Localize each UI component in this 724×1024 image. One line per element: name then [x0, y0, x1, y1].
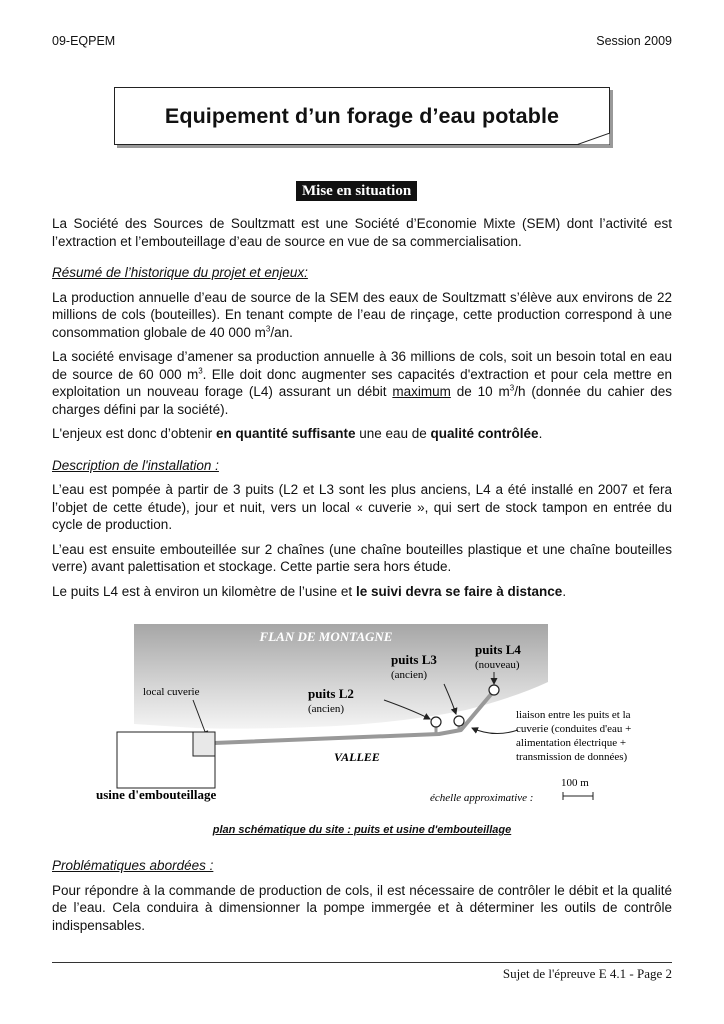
- well-l3-sub: (ancien): [391, 669, 428, 681]
- site-diagram: [86, 622, 686, 817]
- well-l4-label: puits L4: [475, 642, 521, 657]
- installation-paragraph-3: Le puits L4 est à environ un kilomètre de l’usine et le suivi devra se faire à distance.: [52, 583, 567, 599]
- installation-paragraph-2: L’eau est ensuite embouteillée sur 2 chaînes (une chaîne bouteilles plastique et une chaîne bouteilles verre) avant palettisation et stockage. Cette partie sera hors étude.: [52, 541, 672, 574]
- usine-label: usine d'embouteillage: [96, 787, 217, 802]
- mountain-label: FLAN DE MONTAGNE: [259, 629, 393, 644]
- exam-code: 09-EQPEM: [52, 34, 116, 48]
- intro-paragraph: La Société des Sources de Soultzmatt est une Société d’Economie Mixte (SEM) dont l’activité est l’extraction et l’embouteillage d’eau de source en vue de sa commercialisation.: [52, 216, 672, 249]
- well-l2-marker: [431, 717, 441, 727]
- history-paragraph-3: L'enjeux est donc d’obtenir en quantité suffisante une eau de qualité contrôlée.: [52, 426, 543, 441]
- well-l4-marker: [489, 685, 499, 695]
- section-tag: Mise en situation: [296, 181, 417, 201]
- liaison-line-3: alimentation électrique +: [516, 737, 627, 749]
- liaison-line-4: transmission de données): [516, 751, 628, 763]
- installation-paragraph-1: L’eau est pompée à partir de 3 puits (L2 et L3 sont les plus anciens, L4 a été installé en 2007 et fera l’objet de cette étude), jour et nuit, vers un local « cuverie », qui sert de stock tampon en entrée du cycle de production.: [52, 482, 672, 532]
- scale-value: 100 m: [561, 777, 589, 789]
- page-title: Equipement d’un forage d’eau potable: [164, 103, 560, 128]
- valley-label: VALLEE: [334, 750, 380, 764]
- well-l4-sub: (nouveau): [475, 659, 520, 671]
- cuverie-label: local cuverie: [143, 686, 200, 698]
- problematiques-section: [52, 857, 672, 942]
- cuverie-building: [193, 732, 215, 756]
- well-l3-label: puits L3: [391, 652, 437, 667]
- well-l2-label: puits L2: [308, 686, 354, 701]
- well-l3-marker: [454, 716, 464, 726]
- liaison-line-2: cuverie (conduites d'eau +: [516, 723, 632, 735]
- footer-divider: [52, 962, 672, 963]
- liaison-line-1: liaison entre les puits et la: [516, 709, 631, 721]
- well-l2-sub: (ancien): [308, 703, 345, 715]
- scale-bar: [563, 792, 593, 800]
- history-heading: Résumé de l’historique du projet et enjeux:: [52, 265, 308, 280]
- session-label: Session 2009: [596, 34, 672, 48]
- installation-heading: Description de l'installation :: [52, 457, 219, 473]
- problematiques-heading: Problématiques abordées :: [52, 858, 214, 873]
- history-paragraph-1: La production annuelle d’eau de source de la SEM des eaux de Soultzmatt s’élève aux environs de 22 millions de cols (bouteilles). En tenant compte de l’eau de rinçage, cette production correspond à une consommation globale de 40 000 $m^3/an$.: [52, 289, 672, 340]
- problematiques-paragraph: Pour répondre à la commande de production de cols, il est nécessaire de contrôler le débit et la qualité de l’eau. Cela conduira à dimensionner la pompe immergée et à déterminer les outils de contrôle indispensables.: [52, 882, 672, 933]
- scale-label: échelle approximative :: [430, 792, 534, 804]
- diagram-caption: plan schématique du site : puits et usine d'embouteillage: [212, 824, 512, 836]
- page-fold-icon: [576, 133, 610, 145]
- title-box: [114, 87, 610, 145]
- main-text: [52, 215, 672, 607]
- history-paragraph-2: La société envisage d’amener sa production annuelle à 36 millions de cols, soit un besoin total en eau de source de 60 000 $m^3$. Elle doit donc augmenter ses capacités d'extraction et pour cela mettre en exploitation un nouveau forage (L4) assurant un débit maximum de 10 $m^3/h$ (donnée du cahier des charges défini par la société).: [52, 349, 673, 417]
- page-footer: Sujet de l'épreuve E 4.1 - Page 2: [502, 966, 672, 981]
